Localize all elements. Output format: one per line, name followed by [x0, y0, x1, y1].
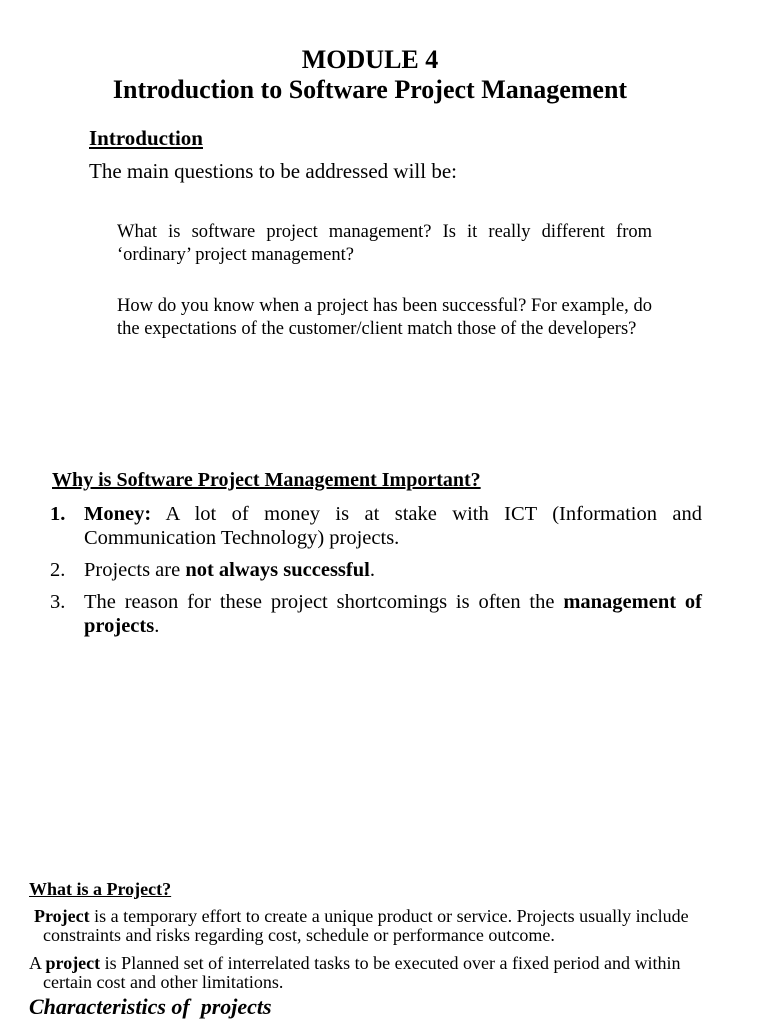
definition-text: is Planned set of interrelated tasks to be executed over a fixed period and within certain cost and other limitations.	[43, 953, 681, 992]
list-item-text: The reason for these project shortcomings is often the	[84, 591, 564, 613]
list-item-text: A lot of money is at stake with ICT (Information and Communication Technology) projects.	[84, 503, 702, 549]
project-heading: What is a Project?	[29, 879, 172, 899]
list-item-bold: Money:	[84, 503, 152, 525]
introduction-lead: The main questions to be addressed will be:	[89, 159, 458, 183]
why-heading: Why is Software Project Management Important?	[52, 469, 481, 491]
introduction-heading: Introduction	[89, 126, 203, 150]
list-item-bold: management of projects	[84, 591, 702, 637]
document-title: Introduction to Software Project Management	[112, 75, 628, 104]
definition-bold: project	[45, 953, 101, 973]
list-number: 3.	[50, 591, 66, 613]
definition-bold: Project	[34, 906, 90, 926]
list-item	[50, 502, 702, 550]
list-number: 2.	[50, 559, 66, 581]
list-item-bold: not always successful	[185, 559, 370, 581]
list-item-text: .	[154, 615, 160, 637]
why-list	[50, 502, 702, 646]
characteristics-heading: Characteristics of projects	[29, 994, 272, 1019]
question-paragraph: How do you know when a project has been successful? For example, do the expectations of the customer/client match those of the developers?	[117, 296, 652, 339]
module-title: MODULE 4	[301, 45, 439, 74]
question-paragraph: What is software project management? Is it really different from ‘ordinary’ project management?	[117, 222, 652, 265]
list-item-text: .	[369, 559, 375, 581]
project-definition	[29, 907, 714, 945]
list-item-text: Projects are	[84, 559, 186, 581]
definition-text: is a temporary effort to create a unique product or service. Projects usually include constraints and risks regarding cost, schedule or performance outcome.	[43, 906, 689, 945]
list-item	[50, 590, 702, 638]
definition-text: A	[29, 953, 46, 973]
list-number: 1.	[50, 503, 66, 525]
project-definition	[29, 954, 714, 992]
list-item	[50, 558, 702, 582]
